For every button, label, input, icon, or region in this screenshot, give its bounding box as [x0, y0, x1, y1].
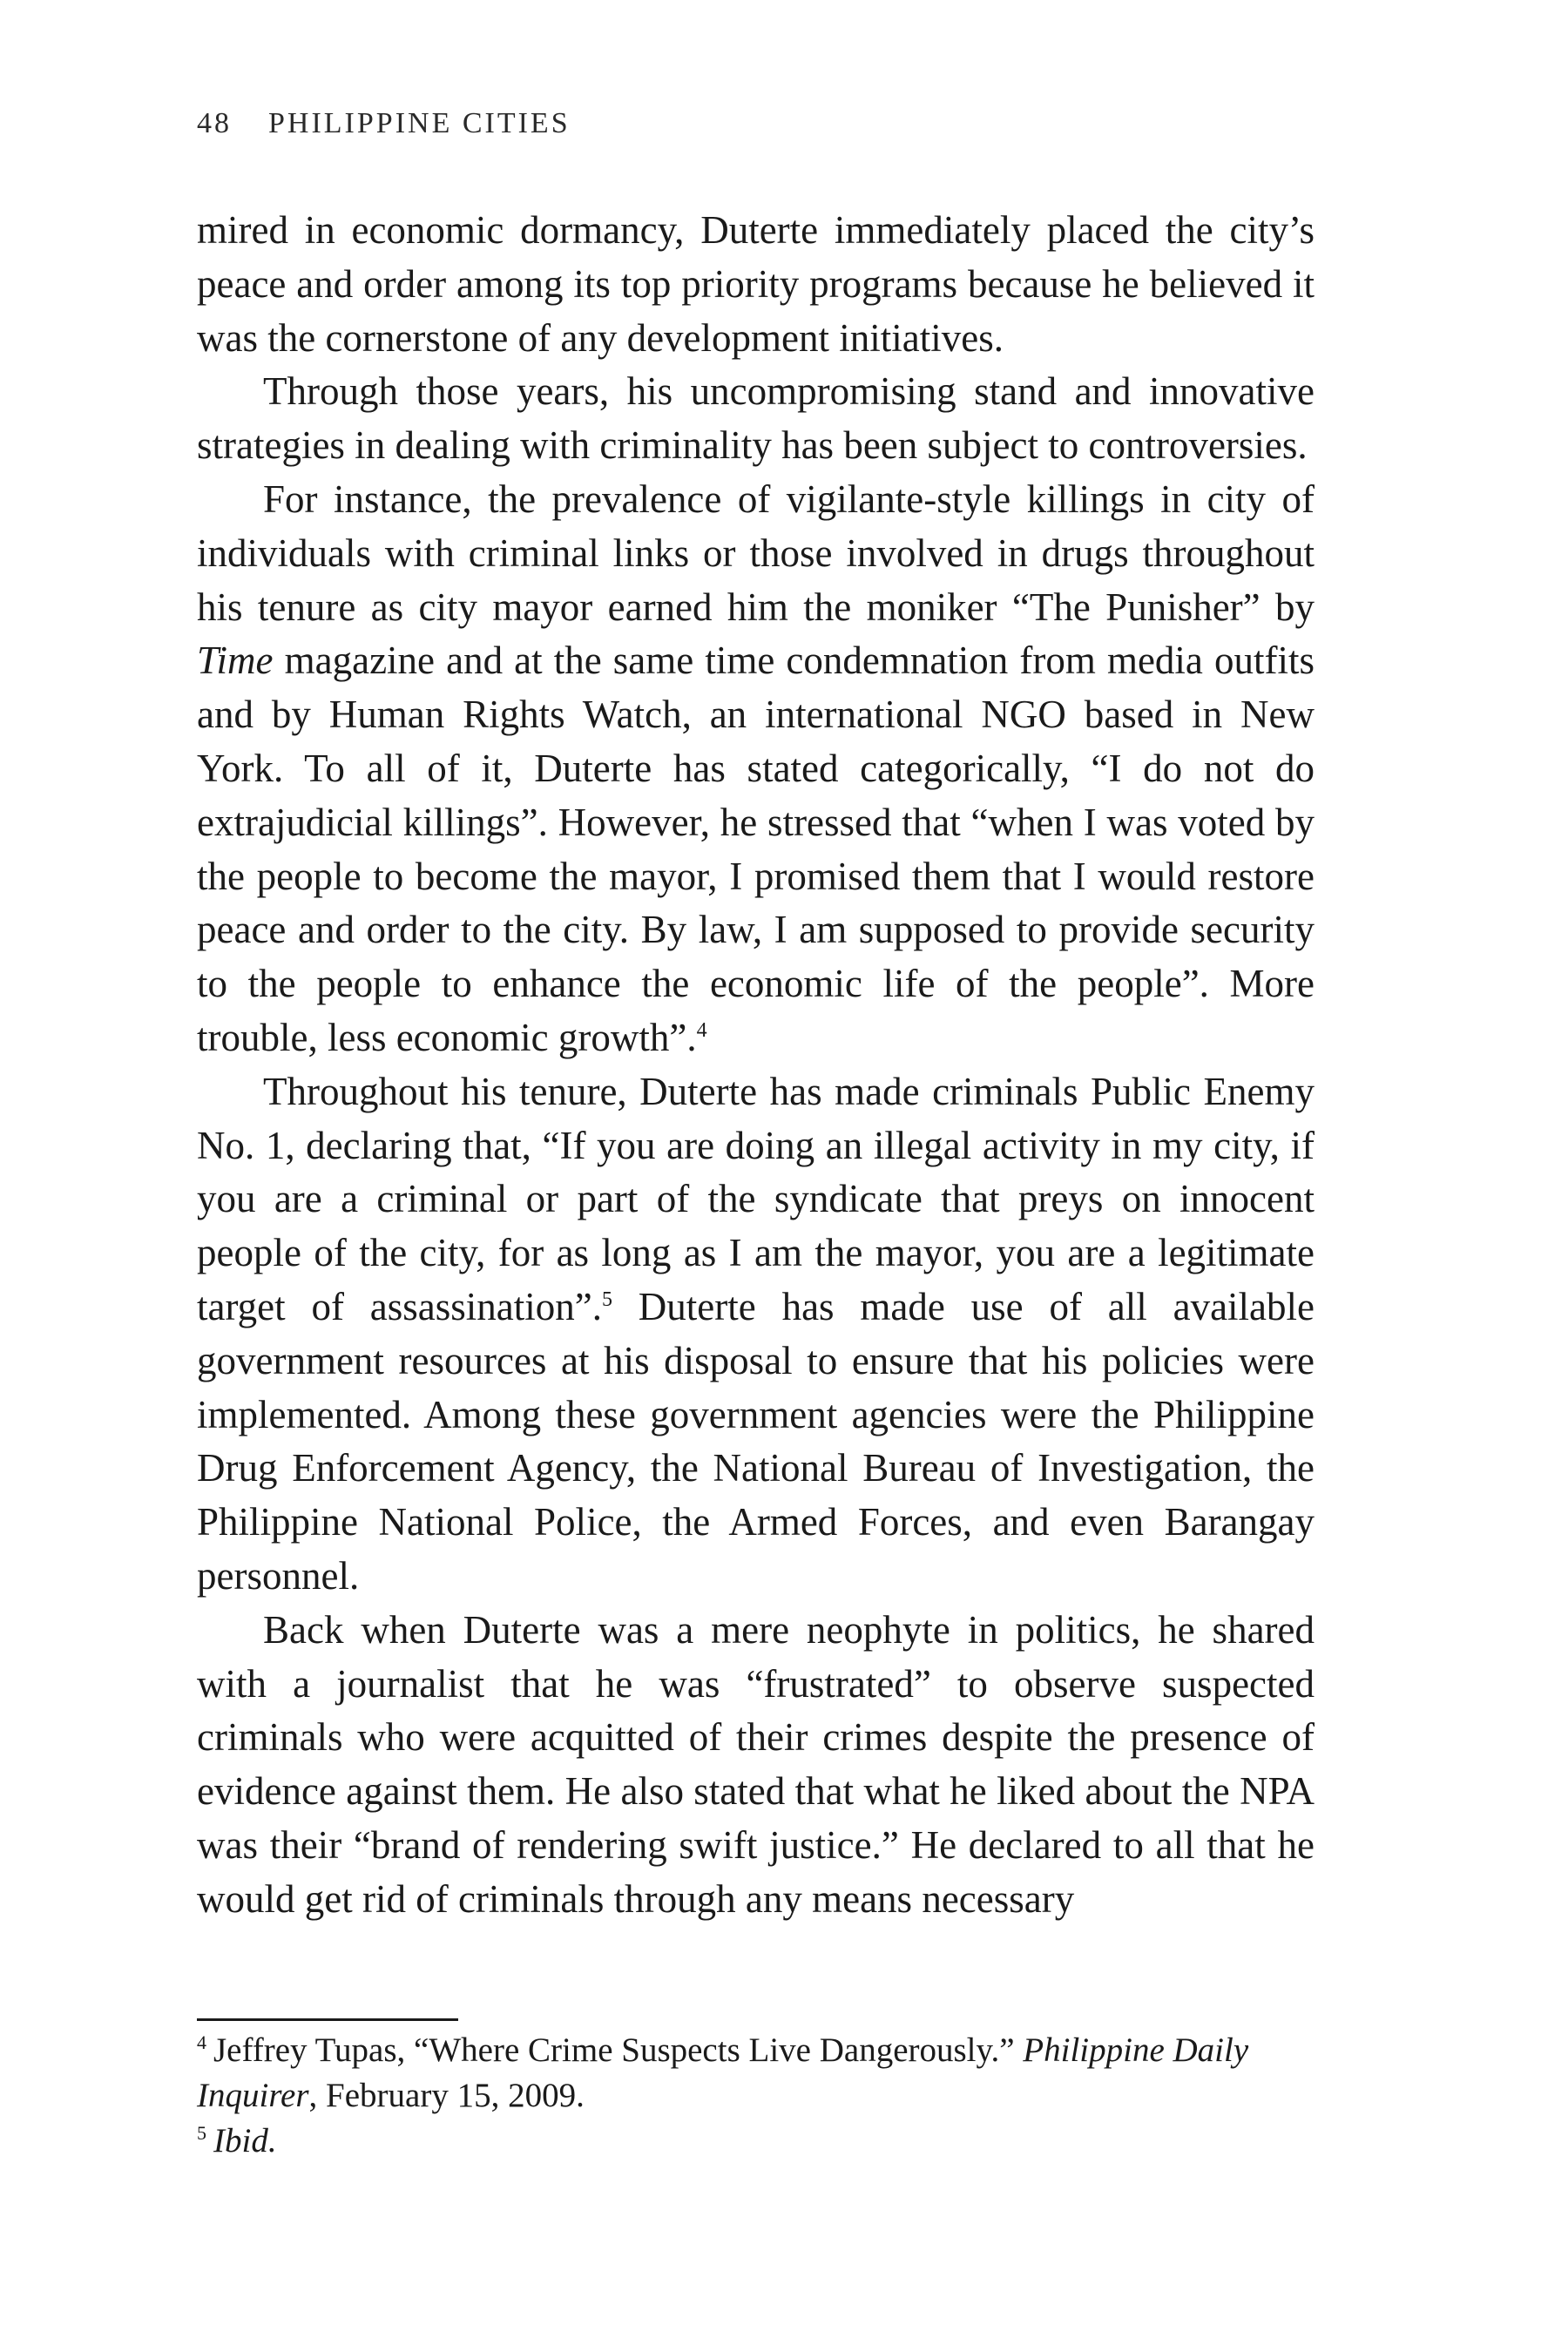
page-number: 48 — [197, 107, 232, 139]
footnote — [197, 2119, 1315, 2164]
paragraph: mired in economic dormancy, Duterte immediately placed the city’s peace and order among its top priority programs because he believed it was the cornerstone of any development initiatives. — [197, 208, 1315, 360]
paragraph-text: For instance, the prevalence of vigilante-style killings in city of individuals with criminal links or those involved in drugs throughout his tenure as city mayor earned him the moniker “The Punisher” by — [197, 476, 1315, 629]
running-title: PHILIPPINE CITIES — [268, 107, 571, 139]
paragraph-text: Duterte has made use of all available government resources at his disposal to ensure that his policies were implemented. Among these government agencies were the Philippine Drug Enforcement Agency, the National Bureau of Investigation, the Philippine National Police, the Armed Forces, and even Barangay personnel. — [197, 1284, 1315, 1598]
paragraph — [197, 473, 1315, 1065]
publication-title: Philippine Daily Inquirer — [197, 2031, 1249, 2114]
footnote-text: Ibid. — [213, 2122, 277, 2159]
footnote-divider — [197, 2018, 458, 2021]
body-text — [197, 204, 1315, 1927]
footnote-reference[interactable]: 5 — [601, 1288, 612, 1311]
magazine-title: Time — [197, 639, 274, 683]
footnote-text: Jeffrey Tupas, “Where Crime Suspects Live Dangerously.” — [213, 2031, 1024, 2069]
paragraph — [197, 1065, 1315, 1604]
running-head — [197, 106, 571, 141]
paragraph-text: Throughout his tenure, Duterte has made criminals Public Enemy No. 1, declaring that, “If you are doing an illegal activity in my city, if you are a criminal or part of the syndicate that preys on innocent people of the city, for as long as I am the mayor, you are a legitimate target of assassination”. — [197, 1069, 1315, 1328]
footnotes — [197, 2028, 1315, 2164]
footnote-reference[interactable]: 4 — [696, 1018, 707, 1042]
footnote-number: 4 — [197, 2031, 206, 2053]
footnote — [197, 2028, 1315, 2119]
paragraph: Through those years, his uncompromising stand and innovative strategies in dealing with criminality has been subject to controversies. — [197, 369, 1315, 468]
footnote-text: , February 15, 2009. — [308, 2077, 585, 2114]
footnote-number: 5 — [197, 2122, 206, 2144]
paragraph-text: magazine and at the same time condemnation from media outfits and by Human Rights Watch, an international NGO based in New York. To all of it, Duterte has stated categorically, “I do not do extrajudicial killings”. However, he stressed that “when I was voted by the people to become the mayor, I promised them that I would restore peace and order to the city. By law, I am supposed to provide security to the people to enhance the economic life of the people”. More trouble, less economic growth”. — [197, 639, 1315, 1059]
paragraph: Back when Duterte was a mere neophyte in politics, he shared with a journalist that he was “frustrated” to observe suspected criminals who were acquitted of their crimes despite the presence of evidence against them. He also stated that what he liked about the NPA was their “brand of rendering swift justice.” He declared to all that he would get rid of criminals through any means necessary — [197, 1607, 1315, 1921]
